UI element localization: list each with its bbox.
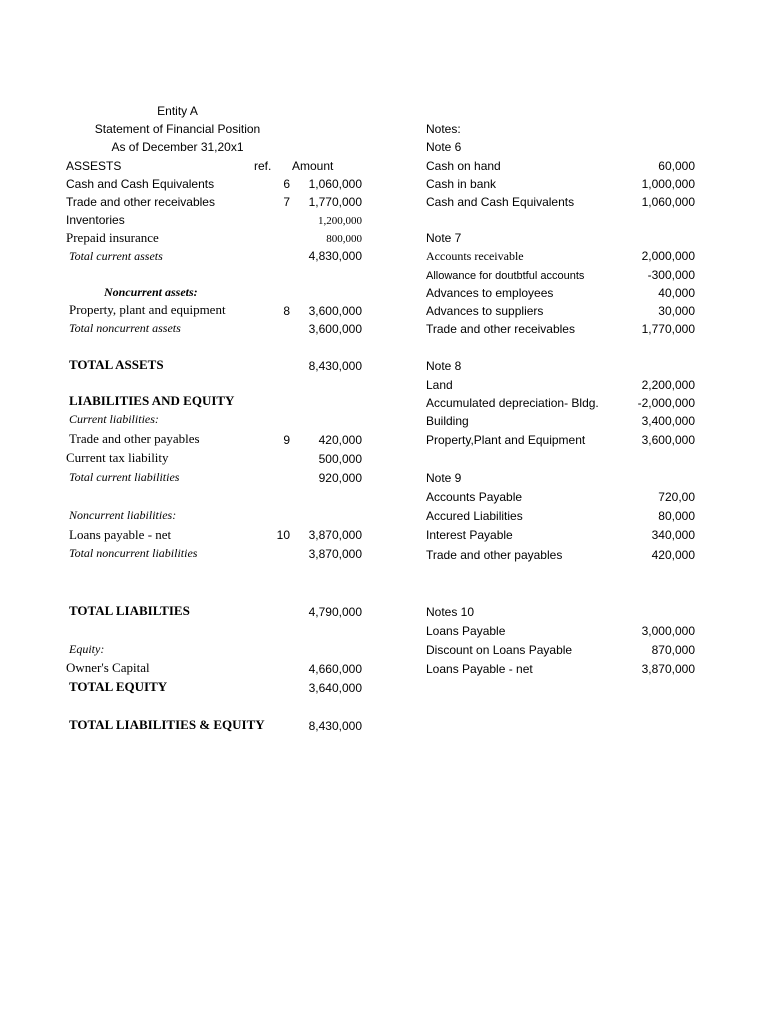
cash-label: Cash and Cash Equivalents bbox=[66, 177, 215, 191]
note-7-row-label: Allowance for doutbtful accounts bbox=[426, 270, 585, 282]
note-8-row-amount: 3,600,000 bbox=[641, 433, 695, 447]
total-assets-label: TOTAL ASSETS bbox=[69, 357, 164, 372]
trade-receivables-amount: 1,770,000 bbox=[308, 195, 362, 209]
ppe-label: Property, plant and equipment bbox=[69, 302, 226, 317]
entity-name: Entity A bbox=[157, 104, 198, 118]
note-7-row-amount: 2,000,000 bbox=[641, 249, 695, 263]
note-10-row-label: Loans Payable bbox=[426, 624, 506, 638]
trade-receivables-ref: 7 bbox=[283, 195, 290, 209]
note-7-row-label: Trade and other receivables bbox=[426, 322, 575, 336]
statement-date: As of December 31,20x1 bbox=[111, 140, 244, 154]
total-equity-amount: 3,640,000 bbox=[308, 681, 362, 695]
note-9-row-amount: 420,000 bbox=[651, 548, 695, 562]
loans-payable-amount: 3,870,000 bbox=[308, 528, 362, 542]
total-liabilities-equity-amount: 8,430,000 bbox=[308, 719, 362, 733]
total-assets-amount: 8,430,000 bbox=[308, 359, 362, 373]
ref-column-header: ref. bbox=[254, 159, 272, 173]
ppe-amount: 3,600,000 bbox=[308, 304, 362, 318]
loans-payable-ref: 10 bbox=[276, 528, 290, 542]
equity-header: Equity: bbox=[69, 642, 105, 656]
trade-payables-ref: 9 bbox=[283, 433, 290, 447]
liabilities-equity-header: LIABILITIES AND EQUITY bbox=[69, 393, 235, 408]
owners-capital-label: Owner's Capital bbox=[66, 660, 150, 675]
current-tax-amount: 500,000 bbox=[318, 452, 362, 466]
total-noncurrent-liabilities-label: Total noncurrent liabilities bbox=[69, 546, 198, 560]
noncurrent-liabilities-header: Noncurrent liabilities: bbox=[69, 508, 177, 522]
total-liabilities-label: TOTAL LIABILTIES bbox=[69, 603, 190, 618]
trade-payables-amount: 420,000 bbox=[318, 433, 362, 447]
note-8-row-label: Accumulated depreciation- Bldg. bbox=[426, 396, 599, 410]
note-7-row-amount: 1,770,000 bbox=[641, 322, 695, 336]
note-7-row-label: Advances to suppliers bbox=[426, 304, 544, 318]
total-current-assets-amount: 4,830,000 bbox=[308, 249, 362, 263]
notes-title: Notes: bbox=[426, 122, 461, 136]
statement-title: Statement of Financial Position bbox=[94, 122, 261, 136]
note-6-row-amount: 1,000,000 bbox=[641, 177, 695, 191]
note-10-title: Notes 10 bbox=[426, 605, 475, 619]
total-noncurrent-assets-amount: 3,600,000 bbox=[308, 322, 362, 336]
note-9-row-label: Accounts Payable bbox=[426, 490, 523, 504]
note-6-row-label: Cash and Cash Equivalents bbox=[426, 195, 575, 209]
total-current-liabilities-amount: 920,000 bbox=[318, 471, 362, 485]
note-10-row-label: Discount on Loans Payable bbox=[426, 643, 573, 657]
note-9-row-label: Accured Liabilities bbox=[426, 509, 523, 523]
note-8-title: Note 8 bbox=[426, 359, 462, 373]
inventories-label: Inventories bbox=[66, 213, 125, 227]
inventories-amount: 1,200,000 bbox=[318, 215, 362, 227]
note-7-row-amount: 30,000 bbox=[658, 304, 695, 318]
note-9-row-label: Trade and other payables bbox=[426, 548, 563, 562]
note-9-row-label: Interest Payable bbox=[426, 528, 513, 542]
note-8-row-amount: 3,400,000 bbox=[641, 414, 695, 428]
total-noncurrent-assets-label: Total noncurrent assets bbox=[69, 321, 181, 335]
note-7-title: Note 7 bbox=[426, 231, 462, 245]
note-10-row-label: Loans Payable - net bbox=[426, 662, 533, 676]
note-8-row-label: Property,Plant and Equipment bbox=[426, 433, 586, 447]
cash-ref: 6 bbox=[283, 177, 290, 191]
total-equity-label: TOTAL EQUITY bbox=[69, 679, 168, 694]
note-7-row-amount: 40,000 bbox=[658, 286, 695, 300]
owners-capital-amount: 4,660,000 bbox=[308, 662, 362, 676]
current-liabilities-header: Current liabilities: bbox=[69, 412, 159, 426]
amount-column-header: Amount bbox=[292, 159, 334, 173]
note-6-row-label: Cash on hand bbox=[426, 159, 501, 173]
note-7-row-label: Accounts receivable bbox=[426, 249, 524, 263]
loans-payable-label: Loans payable - net bbox=[69, 527, 172, 542]
current-tax-label: Current tax liability bbox=[66, 450, 169, 465]
note-6-title: Note 6 bbox=[426, 140, 462, 154]
total-noncurrent-liabilities-amount: 3,870,000 bbox=[308, 547, 362, 561]
note-6-row-amount: 60,000 bbox=[658, 159, 695, 173]
note-10-row-amount: 870,000 bbox=[651, 643, 695, 657]
note-8-row-label: Land bbox=[426, 378, 453, 392]
note-9-row-amount: 80,000 bbox=[658, 509, 695, 523]
cash-amount: 1,060,000 bbox=[308, 177, 362, 191]
total-liabilities-amount: 4,790,000 bbox=[308, 605, 362, 619]
trade-payables-label: Trade and other payables bbox=[69, 431, 200, 446]
note-6-row-label: Cash in bank bbox=[426, 177, 497, 191]
total-current-liabilities-label: Total current liabilities bbox=[69, 470, 180, 484]
note-10-row-amount: 3,000,000 bbox=[641, 624, 695, 638]
note-9-row-amount: 340,000 bbox=[651, 528, 695, 542]
note-9-row-amount: 720,00 bbox=[658, 490, 695, 504]
noncurrent-assets-header: Noncurrent assets: bbox=[104, 285, 198, 299]
note-8-row-amount: 2,200,000 bbox=[641, 378, 695, 392]
note-8-row-amount: -2,000,000 bbox=[637, 396, 695, 410]
prepaid-label: Prepaid insurance bbox=[66, 230, 159, 245]
note-6-row-amount: 1,060,000 bbox=[641, 195, 695, 209]
trade-receivables-label: Trade and other receivables bbox=[66, 195, 215, 209]
ppe-ref: 8 bbox=[283, 304, 290, 318]
note-10-row-amount: 3,870,000 bbox=[641, 662, 695, 676]
assets-column-header: ASSESTS bbox=[66, 159, 122, 173]
note-7-row-label: Advances to employees bbox=[426, 286, 554, 300]
note-9-title: Note 9 bbox=[426, 471, 462, 485]
total-current-assets-label: Total current assets bbox=[69, 249, 163, 263]
note-7-row-amount: -300,000 bbox=[647, 268, 695, 282]
total-liabilities-equity-label: TOTAL LIABILITIES & EQUITY bbox=[69, 717, 265, 732]
prepaid-amount: 800,000 bbox=[326, 233, 362, 245]
note-8-row-label: Building bbox=[426, 414, 469, 428]
